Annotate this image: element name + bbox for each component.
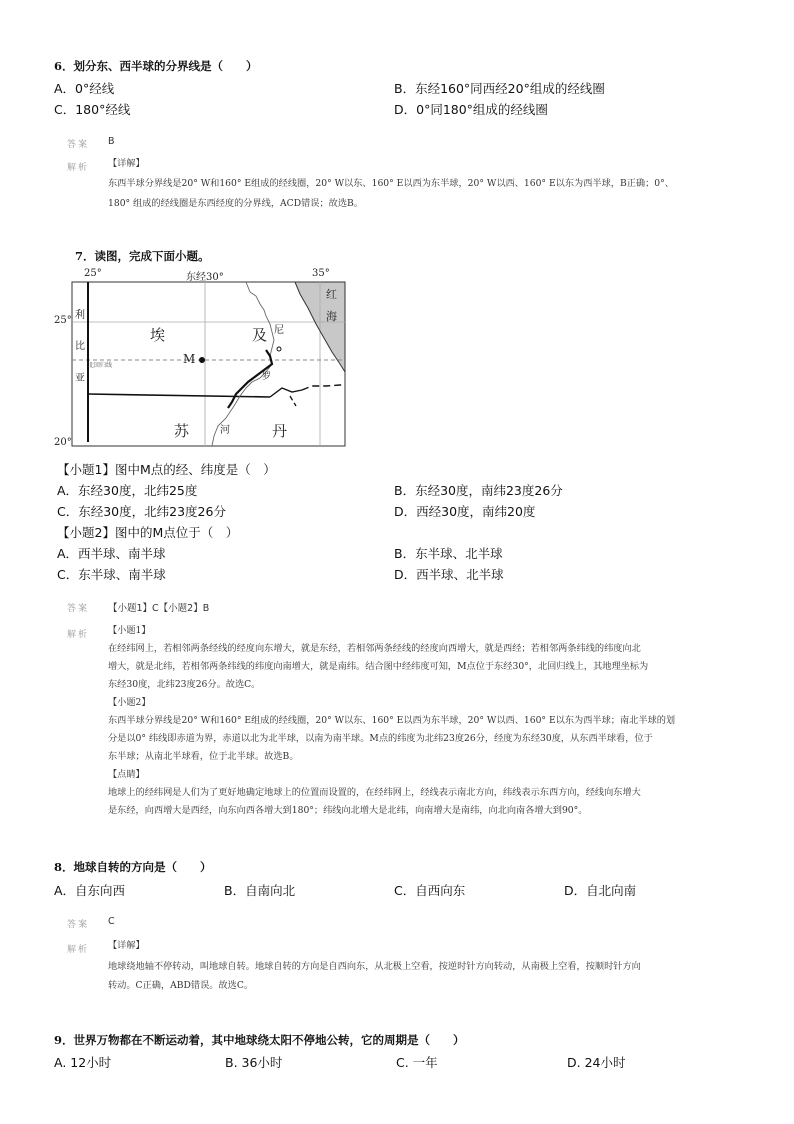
q6-option-a[interactable]: A．0°经线	[54, 81, 115, 96]
q6-analysis-line: 东西半球分界线是20° W和160° E组成的经线圈，20° W以东、160° E以西为东半球，20° W以西、160° E以东为西半球，B正确；0°、	[108, 178, 674, 189]
question-6-title: 6．划分东、西半球的分界线是（ ）	[54, 59, 258, 73]
map-label-m: M	[183, 352, 196, 366]
q7-analysis-tag: 解析	[67, 630, 90, 640]
q7-sub1-option-d[interactable]: D．西经30度，南纬20度	[394, 504, 536, 519]
q7-analysis-line: 【小题2】	[108, 697, 151, 708]
q7-analysis-line: 【点睛】	[108, 769, 145, 780]
q7-sub2-option-d[interactable]: D．西半球、北半球	[394, 567, 504, 582]
map-label-luo: 罗	[262, 372, 272, 382]
q7-analysis-line: 东半球；从南北半球看，位于北半球。故选B。	[108, 751, 299, 762]
q7-sub2-option-a[interactable]: A．西半球、南半球	[57, 546, 166, 561]
q8-analysis-tag: 解析	[67, 945, 90, 955]
q6-option-d[interactable]: D．0°同180°组成的经线圈	[394, 102, 548, 117]
question-8-title: 8．地球自转的方向是（ ）	[54, 860, 212, 874]
map-label-ji: 及	[252, 326, 268, 344]
map-label-su: 苏	[174, 422, 190, 440]
q6-option-c[interactable]: C．180°经线	[54, 102, 131, 117]
q7-sub1-option-a[interactable]: A．东经30度，北纬25度	[57, 483, 198, 498]
q8-option-a[interactable]: A．自东向西	[54, 883, 126, 898]
q7-analysis-line: 东西半球分界线是20° W和160° E组成的经线圈，20° W以东、160° E以西为东半球，20° W以西、160° E以东为西半球；南北半球的划	[108, 715, 676, 726]
q8-option-d[interactable]: D．自北向南	[564, 883, 637, 898]
map-label-ni: 尼	[274, 325, 284, 336]
q9-option-c[interactable]: C. 一年	[396, 1055, 438, 1070]
q7-answer-tag: 答案	[67, 604, 90, 614]
q6-option-b[interactable]: B．东经160°同西经20°组成的经线圈	[394, 81, 605, 96]
map-lon-label-35: 35°	[312, 268, 330, 279]
question-7-title: 7．读图，完成下面小题。	[75, 249, 210, 263]
q8-answer: C	[108, 916, 115, 927]
map-label-bi: 比	[75, 341, 85, 352]
q8-analysis-line: 转动。C正确，ABD错误。故选C。	[108, 980, 254, 991]
map-tropic-label: 北回归线	[88, 362, 113, 369]
q7-analysis-line: 分是以0° 纬线即赤道为界，赤道以北为北半球，以南为南半球。M点的纬度为北纬23度26分，经度为东经30度，从东西半球看，位于	[108, 733, 653, 744]
q9-option-d[interactable]: D. 24小时	[567, 1055, 626, 1070]
q7-sub1-title: 【小题1】图中M点的经、纬度是（ ）	[57, 462, 276, 477]
q6-analysis-line: 180° 组成的经线圈是东西经度的分界线，ACD错误；故选B。	[108, 198, 363, 209]
question-9-title: 9．世界万物都在不断运动着，其中地球绕太阳不停地公转，它的周期是（ ）	[54, 1033, 465, 1047]
map-label-ya: 亚	[75, 373, 85, 384]
q7-sub1-option-c[interactable]: C．东经30度，北纬23度26分	[57, 504, 226, 519]
q8-analysis-line: 地球绕地轴不停转动，叫地球自转。地球自转的方向是自西向东，从北极上空看，按逆时针方向转动，从南极上空看，按顺时针方向	[108, 961, 641, 972]
map-label-li: 利	[75, 310, 85, 321]
q7-sub2-title: 【小题2】图中的M点位于（ ）	[57, 525, 239, 540]
q7-analysis-line: 增大，就是北纬，若相邻两条纬线的纬度向南增大，就是南纬。结合图中经纬度可知，M点位于东经30°，北回归线上，其地理坐标为	[108, 661, 649, 672]
map-lat-label-25: 25°	[54, 315, 72, 326]
q8-option-c[interactable]: C．自西向东	[394, 883, 466, 898]
q7-sub2-option-c[interactable]: C．东半球、南半球	[57, 567, 166, 582]
q7-analysis-line: 在经纬网上，若相邻两条经线的经度向东增大，就是东经，若相邻两条经线的经度向西增大，就是西经；若相邻两条纬线的纬度向北	[108, 643, 641, 654]
map-label-hai: 海	[326, 310, 337, 323]
q8-analysis-line: 【详解】	[108, 940, 145, 951]
q8-answer-tag: 答案	[67, 920, 90, 930]
map-figure	[50, 266, 360, 456]
q6-answer: B	[108, 136, 115, 147]
q8-option-b[interactable]: B．自南向北	[224, 883, 296, 898]
q7-analysis-line: 是东经，向西增大是西经，向东向西各增大到180°；纬线向北增大是北纬，向南增大是南纬，向北向南各增大到90°。	[108, 805, 588, 816]
q7-answer: 【小题1】C【小题2】B	[108, 603, 210, 614]
q6-answer-tag: 答案	[67, 140, 90, 150]
q7-sub2-option-b[interactable]: B．东半球、北半球	[394, 546, 503, 561]
q9-option-a[interactable]: A. 12小时	[54, 1055, 112, 1070]
map-label-hong: 红	[326, 288, 337, 301]
q9-option-b[interactable]: B. 36小时	[225, 1055, 283, 1070]
q7-analysis-line: 东经30度，北纬23度26分。故选C。	[108, 679, 261, 690]
map-lat-label-20: 20°	[54, 437, 72, 448]
q6-analysis-tag: 解析	[67, 163, 90, 173]
q7-sub1-option-b[interactable]: B．东经30度，南纬23度26分	[394, 483, 563, 498]
q7-analysis-line: 【小题1】	[108, 625, 151, 636]
map-label-ai: 埃	[150, 326, 166, 344]
map-lon-label-25: 25°	[84, 268, 102, 279]
map-lon-label-30: 东经30°	[186, 272, 224, 283]
map-label-dan: 丹	[272, 422, 288, 440]
q6-analysis-line: 【详解】	[108, 158, 145, 169]
map-label-he: 河	[220, 425, 230, 436]
q7-analysis-line: 地球上的经纬网是人们为了更好地确定地球上的位置而设置的，在经纬网上，经线表示南北方向，纬线表示东西方向，经线向东增大	[108, 787, 641, 798]
